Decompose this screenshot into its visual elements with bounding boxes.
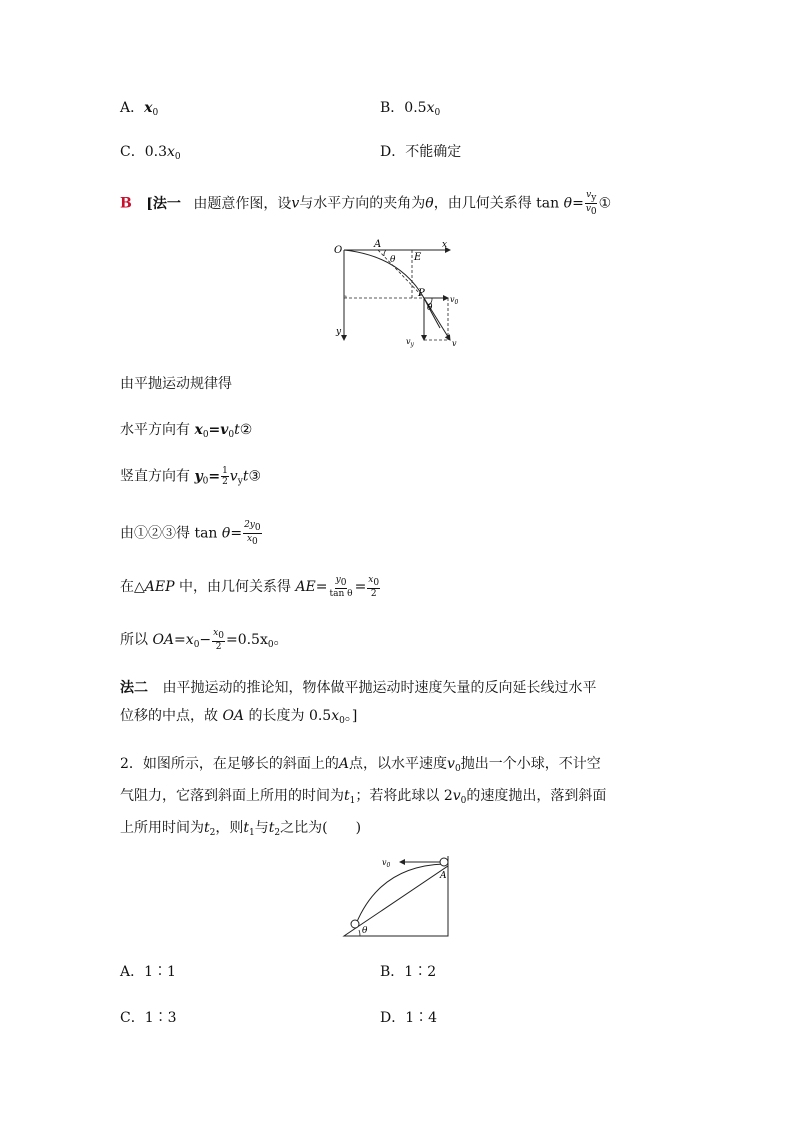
eq-theta: θ= bbox=[563, 195, 584, 212]
method2-head: 法二 bbox=[120, 680, 148, 696]
option-c[interactable] bbox=[120, 142, 181, 167]
method1-text: 由题意作图，设 bbox=[193, 195, 292, 212]
fraction-vy-v0: $\frac{v_y}{v_0}$ bbox=[585, 190, 597, 217]
label-theta-p: θ bbox=[427, 303, 433, 313]
method2-line-2: 位移的中点，故 OA 的长度为 $0.5x_0$。] bbox=[120, 708, 358, 726]
method1-head: [法一 bbox=[146, 195, 181, 212]
option-c-sub: 0 bbox=[174, 152, 181, 162]
option-c-label: C．0.3 bbox=[120, 144, 167, 160]
horizontal-line: 水平方向有 $x_0=v_0t②$ bbox=[120, 422, 253, 440]
q2-option-a[interactable]: A．1∶1 bbox=[120, 964, 176, 980]
option-d-label: D．不能确定 bbox=[380, 144, 462, 160]
theta-arc bbox=[359, 930, 360, 936]
q2-line-1: 2．如图所示，在足够长的斜面上的A点，以水平速度$v_0$抛出一个小球，不计空 bbox=[120, 756, 601, 774]
so-line: 所以 $OA=x_0-$ $\frac{x_0}{2}$ $=0.5x_0$。 bbox=[120, 628, 288, 652]
option-b[interactable] bbox=[380, 98, 440, 123]
label-v: v bbox=[452, 339, 457, 348]
label-x: x bbox=[442, 240, 448, 250]
circle-1: ① bbox=[598, 195, 612, 212]
label-y: y bbox=[336, 327, 342, 337]
option-a-var: x bbox=[144, 100, 153, 116]
law-line bbox=[120, 374, 232, 394]
method2-text: 由平抛运动的推论知，物体做平抛运动时速度矢量的反向延长线过水平 bbox=[162, 680, 597, 696]
var-theta: θ bbox=[425, 195, 434, 212]
derive-text: 由①②③得 tan bbox=[120, 525, 218, 542]
ball-trajectory bbox=[356, 864, 444, 924]
angle-arc-a bbox=[384, 250, 386, 256]
option-d[interactable] bbox=[380, 142, 461, 162]
q2-option-d[interactable]: D．1∶4 bbox=[380, 1010, 438, 1026]
label-A: A bbox=[374, 239, 382, 250]
fig2-label-A: A bbox=[440, 871, 447, 881]
q2-line-3: 上所用时间为$t_2$，则$t_1$与$t_2$之比为( ) bbox=[120, 820, 362, 838]
option-a[interactable] bbox=[120, 98, 158, 123]
q2-option-b[interactable]: B．1∶2 bbox=[380, 964, 437, 980]
law-text: 由平抛运动规律得 bbox=[120, 376, 232, 392]
fig2-label-v0: $v_0$ bbox=[382, 858, 391, 869]
circle-3: ③ bbox=[248, 468, 262, 485]
circle-2: ② bbox=[239, 422, 253, 438]
option-b-sub: 0 bbox=[434, 108, 441, 118]
derive-line: 由①②③得 tan θ= $\frac{2y_0}{x_0}$ bbox=[120, 520, 261, 547]
label-O: O bbox=[334, 245, 343, 256]
horizontal-text: 水平方向有 bbox=[120, 422, 190, 438]
method2-line-1 bbox=[120, 678, 596, 698]
method1-text2: 与水平方向的夹角为 bbox=[299, 195, 426, 212]
solution-line-1 bbox=[120, 190, 611, 217]
var-v: v bbox=[291, 195, 300, 212]
ball-landing bbox=[351, 920, 359, 928]
label-theta-a: θ bbox=[390, 255, 396, 265]
option-a-sub: 0 bbox=[152, 108, 159, 118]
triangle-line: 在△AEP 中，由几何关系得 AE= $\frac{y_0}{\text{tan θ}}$ = $\frac{x_0}{2}$ bbox=[120, 575, 380, 599]
answer-letter: B bbox=[120, 195, 132, 212]
option-b-label: B．0.5 bbox=[380, 100, 427, 116]
vertical-text: 竖直方向有 bbox=[120, 468, 190, 485]
figure-projectile-diagram bbox=[330, 236, 465, 348]
figure-incline-diagram bbox=[340, 852, 455, 942]
method1-text3: ，由几何关系得 tan bbox=[433, 195, 560, 212]
option-c-var: x bbox=[166, 144, 175, 160]
label-vy: $v_y$ bbox=[406, 337, 414, 348]
fig2-label-theta: θ bbox=[362, 926, 368, 936]
option-a-label: A． bbox=[120, 100, 145, 116]
label-E: E bbox=[414, 252, 422, 263]
label-P: P bbox=[418, 288, 425, 299]
q2-option-c[interactable]: C．1∶3 bbox=[120, 1010, 177, 1026]
option-b-var: x bbox=[426, 100, 435, 116]
label-v0: $v_0$ bbox=[450, 295, 459, 306]
vertical-line: 竖直方向有 $y_0=$ $\frac{1}{2}$ $v_yt③$ bbox=[120, 466, 262, 487]
q2-line-2: 气阻力，它落到斜面上所用的时间为$t_1$；若将此球以 $2v_0$的速度抛出，落到斜面 bbox=[120, 788, 607, 806]
ball-start bbox=[440, 858, 448, 866]
